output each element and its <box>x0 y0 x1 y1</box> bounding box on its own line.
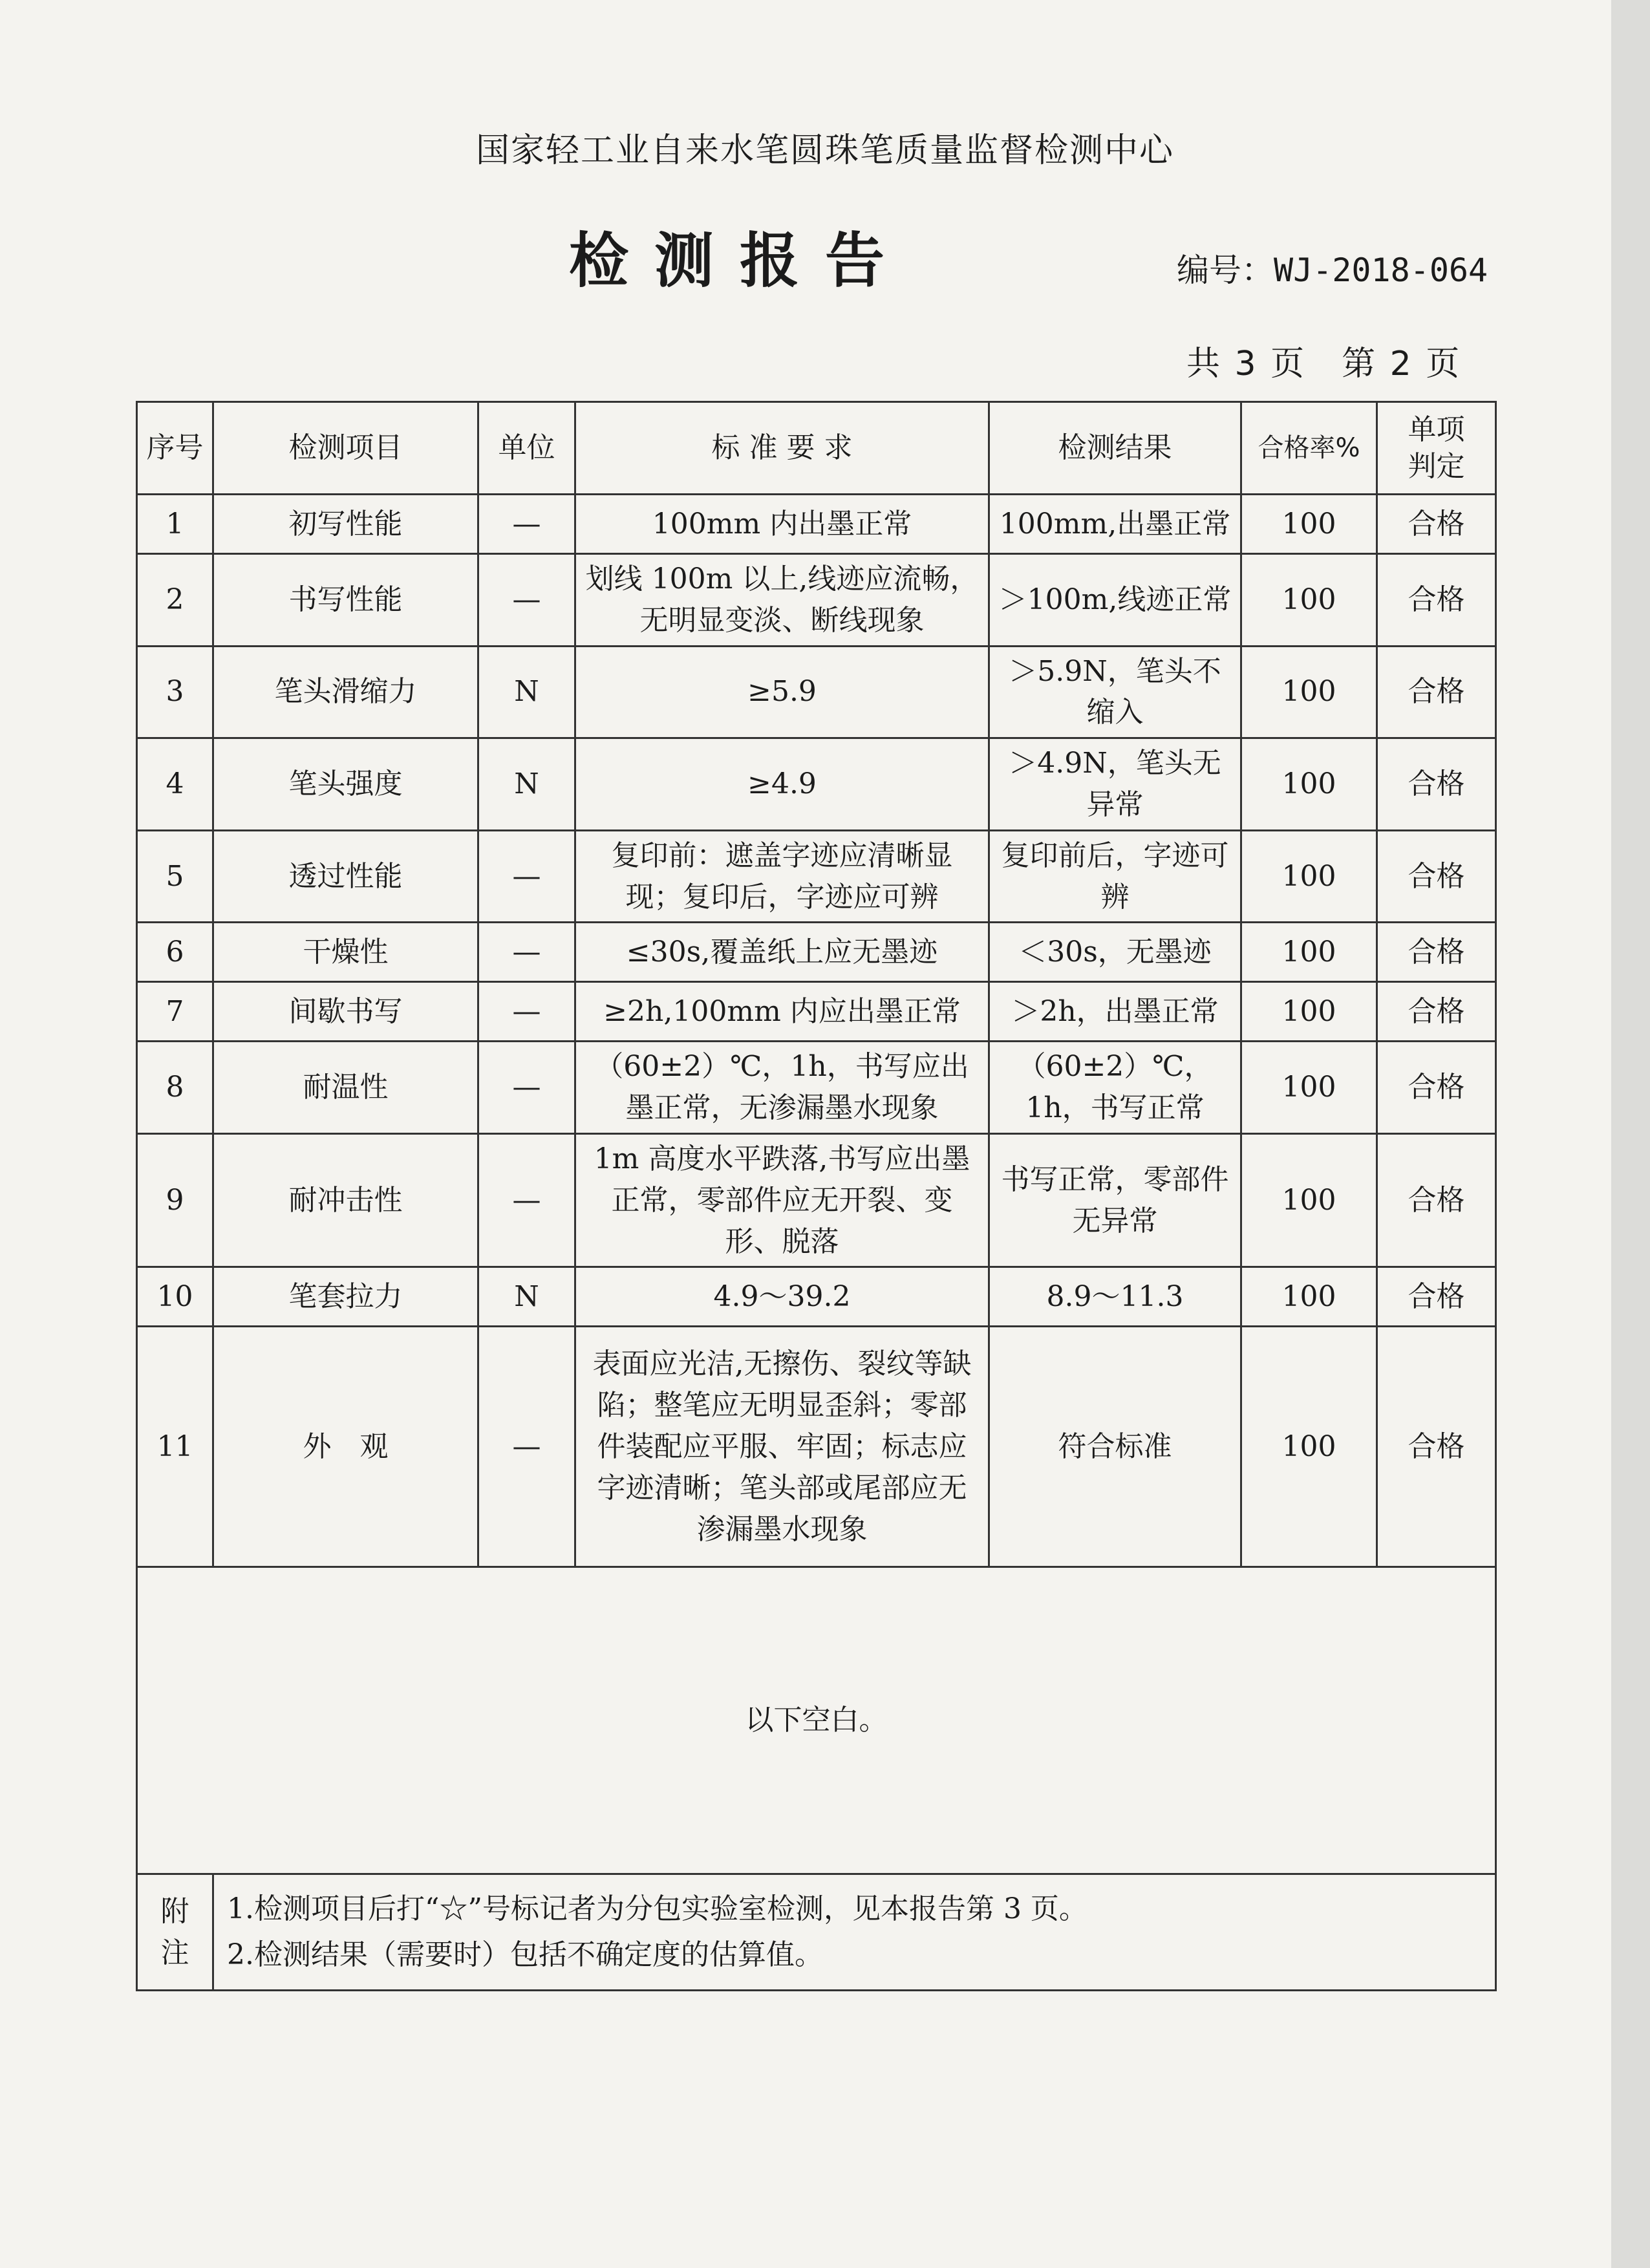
test-item: 外 观 <box>213 1327 478 1567</box>
table-header-row <box>137 402 1496 495</box>
result: （60±2）℃，1h，书写正常 <box>989 1042 1241 1134</box>
notes-text <box>213 1874 1496 1991</box>
requirement: 复印前：遮盖字迹应清晰显现；复印后，字迹应可辨 <box>575 830 989 923</box>
verdict: 合格 <box>1377 1133 1496 1267</box>
requirement: 4.9～39.2 <box>575 1267 989 1327</box>
row-number: 1 <box>137 495 213 554</box>
row-number: 4 <box>137 738 213 831</box>
pass-rate: 100 <box>1241 646 1377 738</box>
verdict: 合格 <box>1377 738 1496 831</box>
pass-rate: 100 <box>1241 830 1377 923</box>
row-number: 10 <box>137 1267 213 1327</box>
test-item: 耐冲击性 <box>213 1133 478 1267</box>
row-number: 2 <box>137 554 213 647</box>
pass-rate: 100 <box>1241 1133 1377 1267</box>
row-number: 7 <box>137 982 213 1042</box>
pass-rate: 100 <box>1241 495 1377 554</box>
row-number: 9 <box>137 1133 213 1267</box>
verdict: 合格 <box>1377 1327 1496 1567</box>
unit: — <box>478 982 575 1042</box>
table-row <box>137 495 1496 554</box>
requirement: ≤30s,覆盖纸上应无墨迹 <box>575 923 989 982</box>
verdict: 合格 <box>1377 982 1496 1042</box>
result: 8.9～11.3 <box>989 1267 1241 1327</box>
verdict: 合格 <box>1377 554 1496 647</box>
table-row <box>137 830 1496 923</box>
unit: — <box>478 495 575 554</box>
unit: N <box>478 738 575 831</box>
test-item: 耐温性 <box>213 1042 478 1134</box>
result: ＞4.9N，笔头无异常 <box>989 738 1241 831</box>
report-title: 检测报告 <box>569 226 911 295</box>
test-item: 干燥性 <box>213 923 478 982</box>
column-header: 合格率% <box>1241 402 1377 495</box>
result: ＞2h，出墨正常 <box>989 982 1241 1042</box>
test-item: 笔头滑缩力 <box>213 646 478 738</box>
requirement: ≥4.9 <box>575 738 989 831</box>
result: 复印前后，字迹可辨 <box>989 830 1241 923</box>
requirement: 划线 100m 以上,线迹应流畅，无明显变淡、断线现象 <box>575 554 989 647</box>
scan-edge <box>1611 0 1650 2268</box>
row-number: 8 <box>137 1042 213 1134</box>
table-row <box>137 1133 1496 1267</box>
requirement: 表面应光洁,无擦伤、裂纹等缺陷；整笔应无明显歪斜；零部件装配应平服、牢固；标志应字迹清晰；笔头部或尾部应无渗漏墨水现象 <box>575 1327 989 1567</box>
verdict: 合格 <box>1377 1267 1496 1327</box>
column-header: 检测结果 <box>989 402 1241 495</box>
notes-row <box>137 1874 1496 1991</box>
unit: — <box>478 554 575 647</box>
result: ＜30s，无墨迹 <box>989 923 1241 982</box>
notes-label <box>137 1874 213 1991</box>
row-number: 6 <box>137 923 213 982</box>
requirement: ≥2h,100mm 内应出墨正常 <box>575 982 989 1042</box>
notes-label-text: 附 注 <box>160 1895 189 1969</box>
test-item: 间歇书写 <box>213 982 478 1042</box>
verdict: 合格 <box>1377 923 1496 982</box>
table-row <box>137 1327 1496 1567</box>
pass-rate: 100 <box>1241 1042 1377 1134</box>
unit: N <box>478 1267 575 1327</box>
table-row <box>137 646 1496 738</box>
pass-rate: 100 <box>1241 738 1377 831</box>
pass-rate: 100 <box>1241 1327 1377 1567</box>
column-header: 单项 判定 <box>1377 402 1496 495</box>
organization-name: 国家轻工业自来水笔圆珠笔质量监督检测中心 <box>475 131 1174 170</box>
test-item: 初写性能 <box>213 495 478 554</box>
test-item: 笔套拉力 <box>213 1267 478 1327</box>
report-number: 编号：WJ-2018-064 <box>1177 251 1488 289</box>
unit: — <box>478 923 575 982</box>
result: 书写正常，零部件无异常 <box>989 1133 1241 1267</box>
pass-rate: 100 <box>1241 1267 1377 1327</box>
column-header: 单位 <box>478 402 575 495</box>
note-line-2: 2.检测结果（需要时）包括不确定度的估算值。 <box>227 1938 823 1971</box>
row-number: 11 <box>137 1327 213 1567</box>
requirement: ≥5.9 <box>575 646 989 738</box>
verdict: 合格 <box>1377 646 1496 738</box>
page-count: 共 3 页 第 2 页 <box>1186 345 1462 383</box>
table-row <box>137 738 1496 831</box>
column-header: 序号 <box>137 402 213 495</box>
table-row <box>137 1267 1496 1327</box>
unit: — <box>478 1327 575 1567</box>
table-row <box>137 554 1496 647</box>
requirement: 100mm 内出墨正常 <box>575 495 989 554</box>
verdict: 合格 <box>1377 495 1496 554</box>
blank-text: 以下空白。 <box>745 1704 888 1737</box>
table-row <box>137 923 1496 982</box>
requirement: （60±2）℃，1h，书写应出墨正常，无渗漏墨水现象 <box>575 1042 989 1134</box>
table-row <box>137 982 1496 1042</box>
column-header: 标 准 要 求 <box>575 402 989 495</box>
results-table <box>136 401 1497 1991</box>
test-item: 透过性能 <box>213 830 478 923</box>
unit: — <box>478 830 575 923</box>
row-number: 5 <box>137 830 213 923</box>
verdict: 合格 <box>1377 1042 1496 1134</box>
pass-rate: 100 <box>1241 923 1377 982</box>
test-item: 书写性能 <box>213 554 478 647</box>
result: 符合标准 <box>989 1327 1241 1567</box>
verdict: 合格 <box>1377 830 1496 923</box>
blank-row <box>137 1567 1496 1874</box>
note-line-1: 1.检测项目后打“☆”号标记者为分包实验室检测，见本报告第 3 页。 <box>227 1892 1088 1926</box>
unit: N <box>478 646 575 738</box>
test-item: 笔头强度 <box>213 738 478 831</box>
blank-note <box>137 1567 1496 1874</box>
unit: — <box>478 1042 575 1134</box>
pass-rate: 100 <box>1241 982 1377 1042</box>
table-row <box>137 1042 1496 1134</box>
row-number: 3 <box>137 646 213 738</box>
column-header: 检测项目 <box>213 402 478 495</box>
pass-rate: 100 <box>1241 554 1377 647</box>
requirement: 1m 高度水平跌落,书写应出墨正常，零部件应无开裂、变形、脱落 <box>575 1133 989 1267</box>
unit: — <box>478 1133 575 1267</box>
result: 100mm,出墨正常 <box>989 495 1241 554</box>
result: ＞5.9N，笔头不缩入 <box>989 646 1241 738</box>
result: ＞100m,线迹正常 <box>989 554 1241 647</box>
